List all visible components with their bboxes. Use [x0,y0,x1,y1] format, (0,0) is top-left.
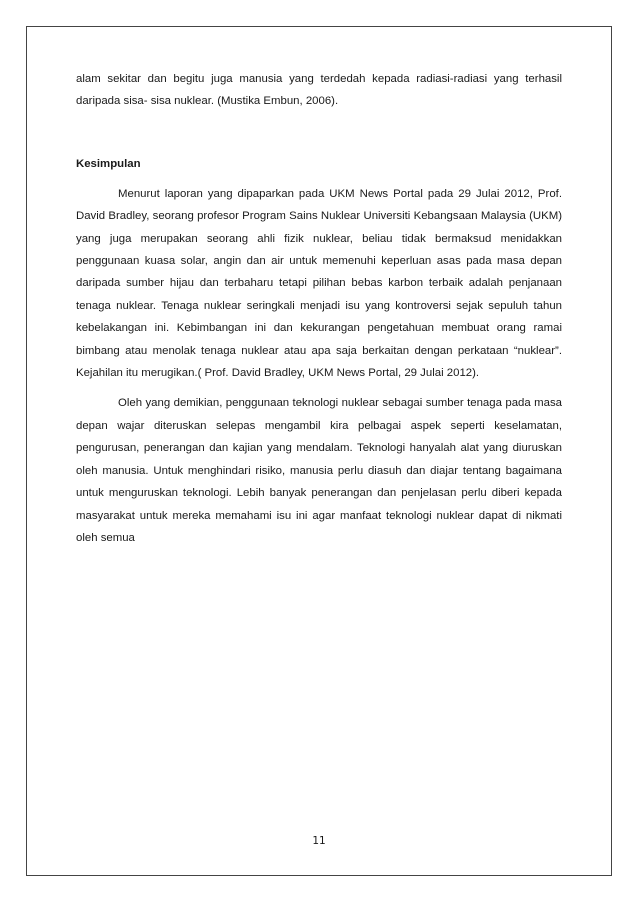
intro-continuation-paragraph: alam sekitar dan begitu juga manusia yang terdedah kepada radiasi-radiasi yang terhasil daripada sisa- sisa nuklear. (Mustika Embun, 2006). [76,73,562,108]
page-number: 11 [312,835,326,847]
conclusion-paragraph-2: Oleh yang demikian, penggunaan teknologi nuklear sebagai sumber tenaga pada masa depan wajar diteruskan selepas mengambil kira pelbagai aspek seperti keselamatan, pengurusan, penerangan dan kajian yang mendalam. Teknologi hanyalah alat yang diuruskan oleh manusia. Untuk menghindari risiko, manusia perlu diasuh dan diajar tentang bagaimana untuk menguruskan teknologi. Lebih banyak penerangan dan penjelasan perlu diberi kepada masyarakat untuk mereka memahami isu ini agar manfaat teknologi nuklear dapat di nikmati oleh semua [76,397,562,544]
conclusion-paragraph-1: Menurut laporan yang dipaparkan pada UKM News Portal pada 29 Julai 2012, Prof. David Bradley, seorang profesor Program Sains Nuklear Universiti Kebangsaan Malaysia (UKM) yang juga merupakan seorang ahli fizik nuklear, beliau tidak bermaksud menidakkan penggunaan kuasa solar, angin dan air untuk memenuhi keperluan asas pada masa depan daripada sumber hijau dan terbaharu tetapi pilihan bebas karbon terbaik adalah penjanaan tenaga nuklear. Tenaga nuklear seringkali menjadi isu yang kontroversi sejak sepuluh tahun kebelakangan ini. Kebimbangan ini dan kekurangan pengetahuan membuat orang ramai bimbang atau menolak tenaga nuklear atau apa saja berkaitan dengan perkataan “nuklear”. Kejahilan itu merugikan.( Prof. David Bradley, UKM News Portal, 29 Julai 2012). [76,187,562,380]
conclusion-heading: Kesimpulan [76,157,141,170]
document-body [76,68,562,549]
